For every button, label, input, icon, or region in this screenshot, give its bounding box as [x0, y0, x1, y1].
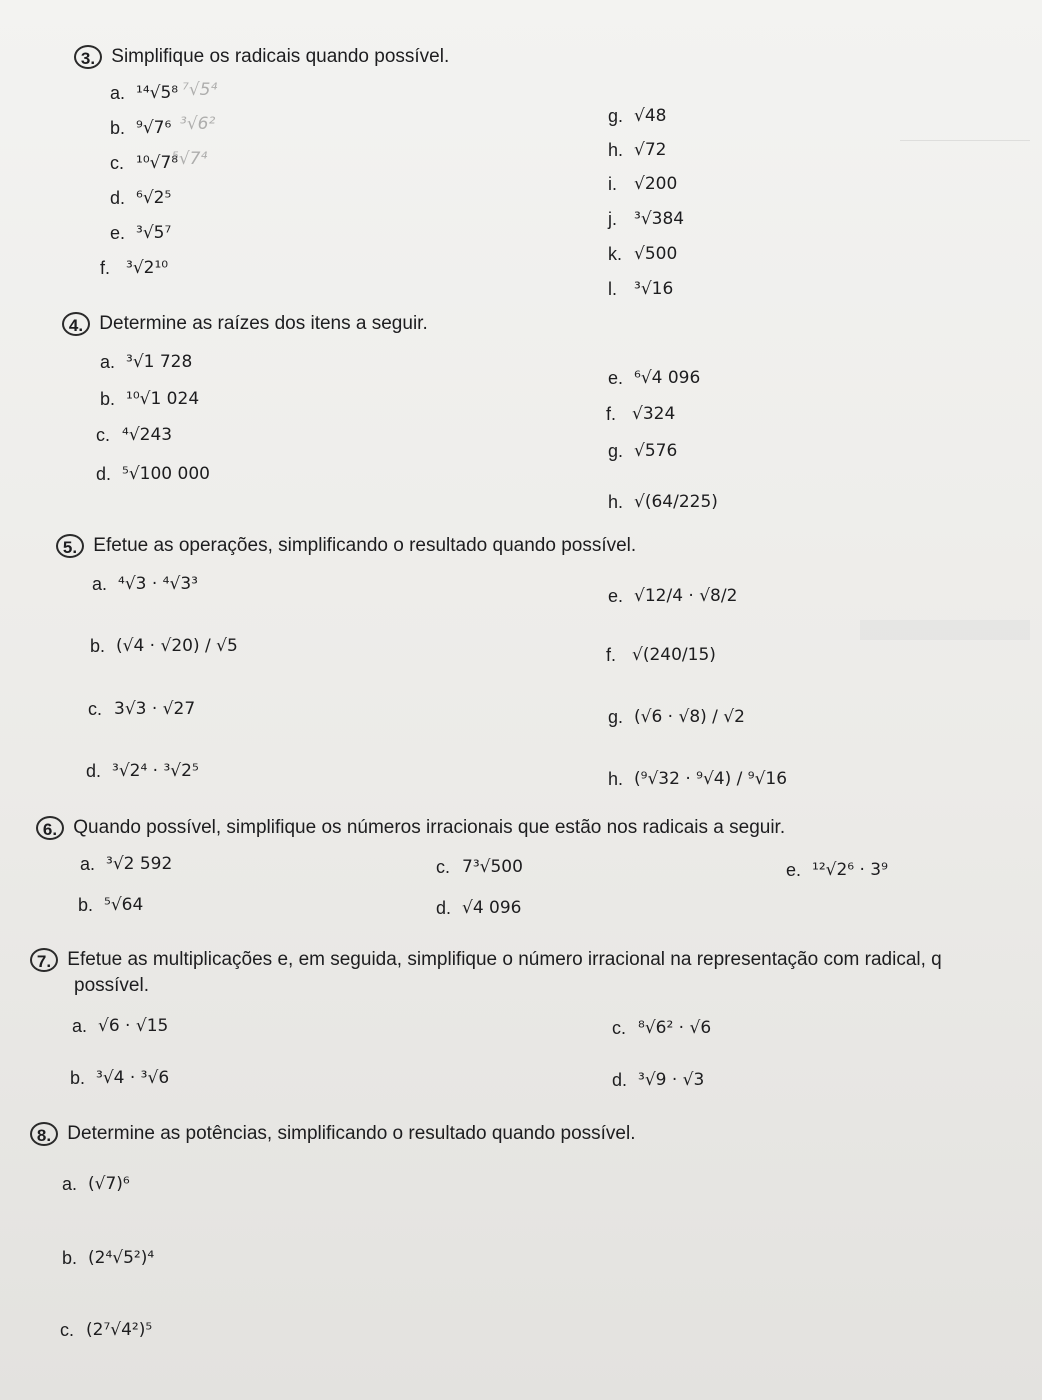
exercise-7-heading	[30, 948, 942, 972]
ex6-item-c: c. 7³√500	[436, 857, 523, 877]
ex4-item-a: a. ³√1 728	[100, 352, 193, 372]
exercise-6-heading	[36, 816, 785, 840]
ex8-item-b: b. (2⁴√5²)⁴	[62, 1248, 155, 1268]
ex3-item-d: d. ⁶√2⁵	[110, 188, 172, 208]
exercise-title: Determine as potências, simplificando o resultado quando possível.	[67, 1123, 636, 1145]
exercise-title: Efetue as operações, simplificando o resultado quando possível.	[93, 535, 637, 557]
ex5-item-d: d. ³√2⁴ · ³√2⁵	[86, 761, 199, 781]
exercise-title: Determine as raízes dos itens a seguir.	[99, 313, 428, 335]
ex4-item-e: e. ⁶√4 096	[608, 368, 701, 388]
ex6-item-a: a. ³√2 592	[80, 854, 173, 874]
exercise-title: Simplifique os radicais quando possível.	[111, 46, 450, 68]
ex3-item-a: a. ¹⁴√5⁸	[110, 83, 179, 103]
ex6-item-b: b. ⁵√64	[78, 895, 144, 915]
ex5-item-c: c. 3√3 · √27	[88, 699, 196, 719]
ex3-item-h: h. √72	[608, 140, 667, 160]
exercise-5-heading	[56, 534, 636, 558]
exercise-number: 3.	[74, 45, 102, 69]
bleed-through-texture	[860, 620, 1030, 640]
ex3-item-g: g. √48	[608, 106, 667, 126]
exercise-number: 5.	[56, 534, 84, 558]
bleed-through-texture	[900, 140, 1030, 149]
handwritten-answer-c: ⁵√7⁴	[172, 149, 208, 169]
ex3-item-e: e. ³√5⁷	[110, 223, 172, 243]
ex3-item-i: i. √200	[608, 174, 678, 194]
ex5-item-h: h. (⁹√32 · ⁹√4) / ⁹√16	[608, 769, 788, 789]
ex3-item-c: c. ¹⁰√7⁸	[110, 153, 179, 173]
ex7-item-c: c. ⁸√6² · √6	[612, 1018, 712, 1038]
ex4-item-b: b. ¹⁰√1 024	[100, 389, 200, 409]
ex3-item-b: b. ⁹√7⁶	[110, 118, 172, 138]
ex5-item-b: b. (√4 · √20) / √5	[90, 636, 238, 656]
ex8-item-c: c. (2⁷√4²)⁵	[60, 1320, 153, 1340]
exercise-number: 8.	[30, 1122, 58, 1146]
exercise-7-heading-line2: possível.	[74, 975, 149, 996]
exercise-number: 7.	[30, 948, 58, 972]
ex4-item-g: g. √576	[608, 441, 678, 461]
ex3-item-j: j. ³√384	[608, 209, 685, 229]
ex4-item-f: f. √324	[606, 404, 676, 424]
ex5-item-e: e. √12/4 · √8/2	[608, 586, 738, 606]
exercise-8-heading	[30, 1122, 636, 1146]
handwritten-answer-a: ⁷√5⁴	[182, 80, 218, 100]
ex7-item-d: d. ³√9 · √3	[612, 1070, 705, 1090]
exercise-title: Quando possível, simplifique os números irracionais que estão nos radicais a seguir.	[73, 817, 786, 839]
exercise-title: Efetue as multiplicações e, em seguida, simplifique o número irracional na representação com radical, q	[67, 949, 942, 971]
ex5-item-a: a. ⁴√3 · ⁴√3³	[92, 574, 198, 594]
ex6-item-d: d. √4 096	[436, 898, 522, 918]
ex3-item-f: f. ³√2¹⁰	[100, 258, 169, 278]
ex4-item-d: d. ⁵√100 000	[96, 464, 210, 484]
ex7-item-a: a. √6 · √15	[72, 1016, 169, 1036]
exercise-3-heading	[74, 45, 449, 69]
handwritten-answer-b: ³√6²	[180, 114, 216, 134]
ex5-item-f: f. √(240/15)	[606, 645, 716, 665]
exercise-number: 4.	[62, 312, 90, 336]
ex7-item-b: b. ³√4 · ³√6	[70, 1068, 170, 1088]
ex3-item-l: l. ³√16	[608, 279, 674, 299]
ex8-item-a: a. (√7)⁶	[62, 1174, 130, 1194]
exercise-number: 6.	[36, 816, 64, 840]
ex5-item-g: g. (√6 · √8) / √2	[608, 707, 745, 727]
exercise-4-heading	[62, 312, 428, 336]
ex3-item-k: k. √500	[608, 244, 678, 264]
ex4-item-h: h. √(64/225)	[608, 492, 718, 512]
ex4-item-c: c. ⁴√243	[96, 425, 173, 445]
ex6-item-e: e. ¹²√2⁶ · 3⁹	[786, 860, 888, 880]
